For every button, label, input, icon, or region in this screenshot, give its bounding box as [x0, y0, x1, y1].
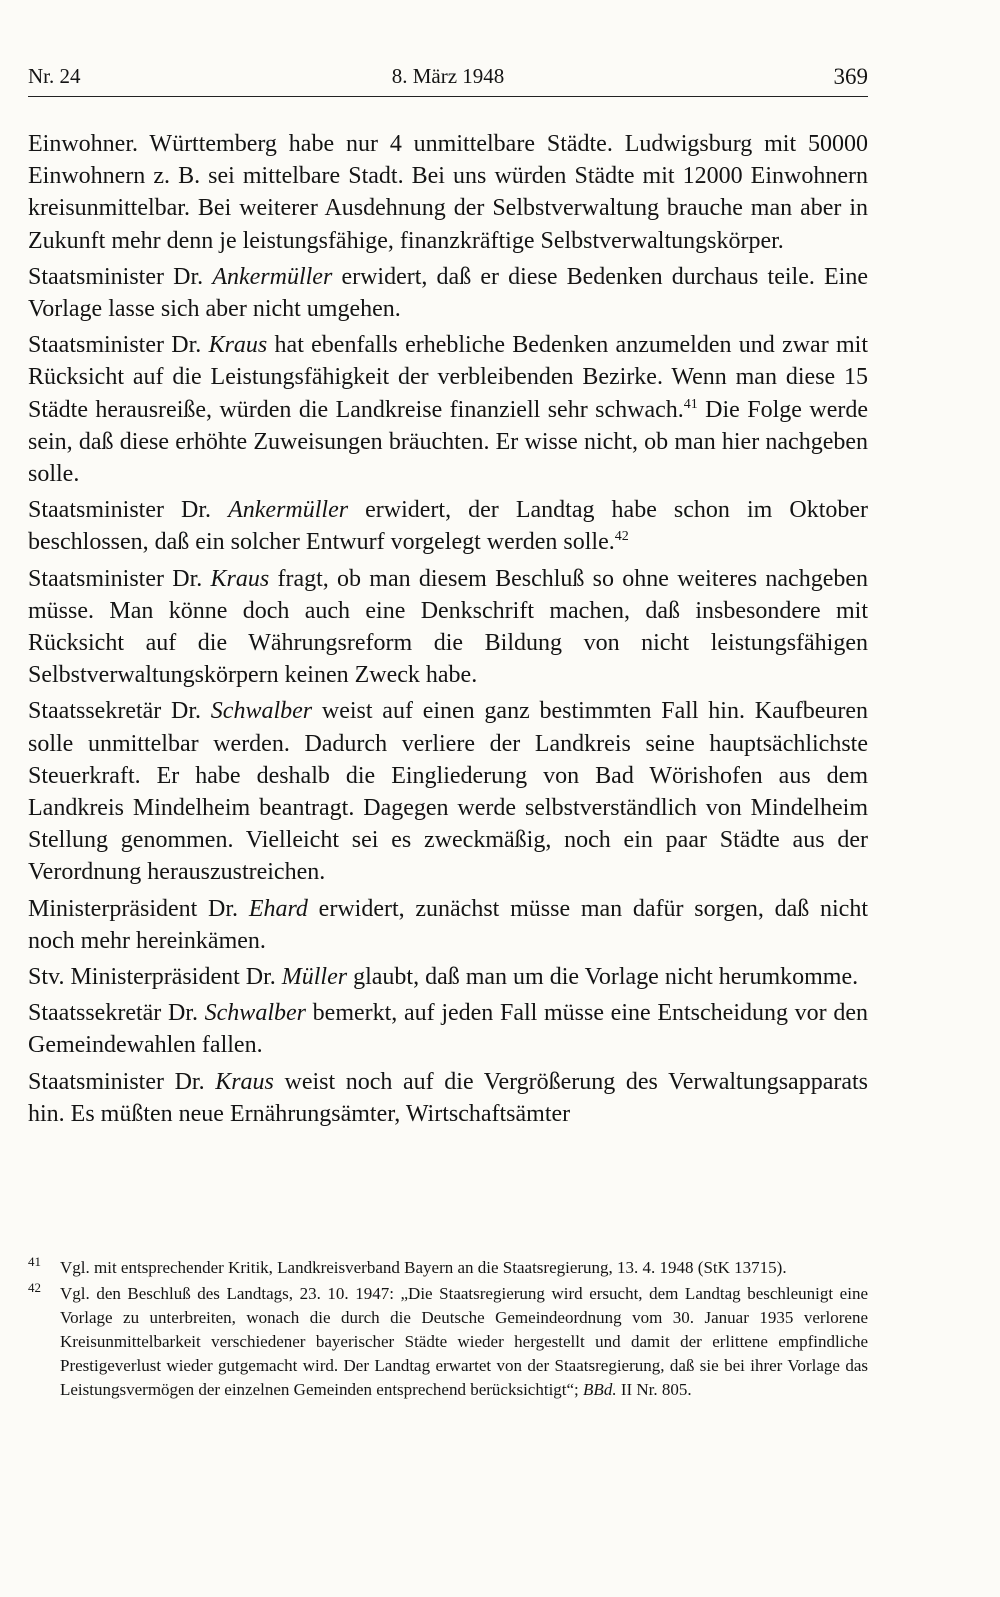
speaker-name: Ankermüller: [228, 497, 349, 524]
paragraph: Staatsminister Dr. Kraus weist noch auf die Vergrößerung des Verwaltungsapparats hin. Es müßten neue Ernährungsämter, Wirtschaftsämter: [28, 1068, 868, 1127]
speaker-name: Schwalber: [204, 1000, 306, 1027]
speaker-name: Schwalber: [210, 698, 313, 725]
speaker-name: Kraus: [210, 565, 270, 592]
paragraph: Ministerpräsident Dr. Ehard erwidert, zunächst müsse man dafür sorgen, daß nicht noch mehr hereinkämen.: [28, 895, 868, 954]
citation-abbrev: BBd.: [583, 1380, 617, 1399]
paragraph: Stv. Ministerpräsident Dr. Müller glaubt, daß man um die Vorlage nicht herumkomme.: [28, 964, 859, 991]
speaker-name: Ankermüller: [212, 263, 333, 290]
footnote-ref[interactable]: 42: [614, 529, 629, 545]
speaker-name: Ehard: [248, 895, 308, 922]
footnote: [28, 1256, 868, 1280]
footnote-text: Vgl. mit entsprechender Kritik, Landkreisverband Bayern an die Staatsregierung, 13. 4. 1948 (StK 13715).: [60, 1258, 787, 1277]
paragraph: Staatsminister Dr. Kraus fragt, ob man diesem Beschluß so ohne weiteres nachgeben müsse. Man könne doch auch eine Denkschrift machen, daß insbesondere mit Rücksicht auf die Währungsreform die Bildung von nicht leistungsfähigen Selbstverwaltungskörpern keinen Zweck habe.: [28, 565, 869, 689]
issue-number: Nr. 24: [28, 64, 81, 88]
running-header: [28, 62, 868, 97]
footnotes: [28, 1256, 868, 1402]
main-text: [28, 128, 868, 1130]
paragraph: Staatsminister Dr. Ankermüller erwidert, der Landtag habe schon im Oktober beschlossen, daß ein solcher Entwurf vorgelegt werden solle.$^{42}$: [28, 497, 869, 556]
speaker-name: Müller: [281, 964, 348, 991]
page-number: 369: [833, 64, 868, 89]
paragraph: Einwohner. Württemberg habe nur 4 unmittelbare Städte. Ludwigsburg mit 50000 Einwohnern z. B. sei mittelbare Stadt. Bei uns würden Städte mit 12000 Einwohnern kreisunmittelbar. Bei weiterer Ausdehnung der Selbstverwaltung brauche man aber in Zukunft mehr denn je leistungsfähige, finanzkräftige Selbstverwaltungskörper.: [28, 131, 868, 254]
footnote: 42 Vgl. den Beschluß des Landtags, 23. 10. 1947: „Die Staatsregierung wird ersucht, dem Landtag beschleunigt eine Vorlage zu unterbreiten, wonach die durch die Deutsche Gemeindeordnung vom 30. Januar 1935 verlorene Kreisunmittelbarkeit verschiedener bayerischer Städte wieder hergestellt und damit der erlittene empfindliche Prestigeverlust wieder gutgemacht wird. Der Landtag erwartet von der Staatsregierung, daß sie bei ihrer Vorlage das Leistungsvermögen der einzelnen Gemeinden entsprechend berücksichtigt“; BBd. II Nr. 805.: [28, 1282, 868, 1402]
footnote-number: 42: [28, 1280, 41, 1295]
footnote-number: 41: [28, 1254, 41, 1269]
paragraph: Staatssekretär Dr. Schwalber weist auf einen ganz bestimmten Fall hin. Kaufbeuren solle unmittelbar werden. Dadurch verliere der Landkreis seine hauptsächlichste Steuerkraft. Er habe deshalb die Eingliederung von Bad Wörishofen aus dem Landkreis Mindelheim beantragt. Dagegen werde selbstverständlich von Mindelheim Stellung genommen. Vielleicht sei es zweckmäßig, noch ein paar Städte aus der Verordnung herauszustreichen.: [28, 698, 869, 886]
session-date: 8. März 1948: [391, 64, 505, 88]
paragraph: Staatssekretär Dr. Schwalber bemerkt, auf jeden Fall müsse eine Entscheidung vor den Gemeindewahlen fallen.: [28, 1000, 869, 1059]
speaker-name: Kraus: [215, 1068, 274, 1095]
paragraph: Staatsminister Dr. Ankermüller erwidert, daß er diese Bedenken durchaus teile. Eine Vorlage lasse sich aber nicht umgehen.: [28, 263, 869, 323]
footnote-ref[interactable]: 41: [683, 396, 698, 412]
paragraph: Staatsminister Dr. Kraus hat ebenfalls erhebliche Bedenken anzumelden und zwar mit Rücksicht auf die Leistungsfähigkeit der verbleibenden Bezirke. Wenn man diese 15 Städte herausreiße, würden die Landkreise finanziell sehr schwach.$^{41}$ Die Folge werde sein, daß diese erhöhte Zuweisungen bräuchten. Er wisse nicht, ob man hier nachgeben solle.: [28, 332, 868, 488]
speaker-name: Kraus: [208, 332, 268, 359]
footnote-text: Vgl. den Beschluß des Landtags, 23. 10. 1947: „Die Staatsregierung wird ersucht, dem Landtag beschleunigt eine Vorlage zu unterbreiten, wonach die durch die Deutsche Gemeindeordnung vom 30. Januar 1935 verlorene Kreisunmittelbarkeit verschiedener bayerischer Städte wieder hergestellt und damit der erlittene empfindliche Prestigeverlust wieder gutgemacht wird. Der Landtag erwartet von der Staatsregierung, daß sie bei ihrer Vorlage das Leistungsvermögen der einzelnen Gemeinden entsprechend berücksichtigt“;: [60, 1284, 868, 1399]
